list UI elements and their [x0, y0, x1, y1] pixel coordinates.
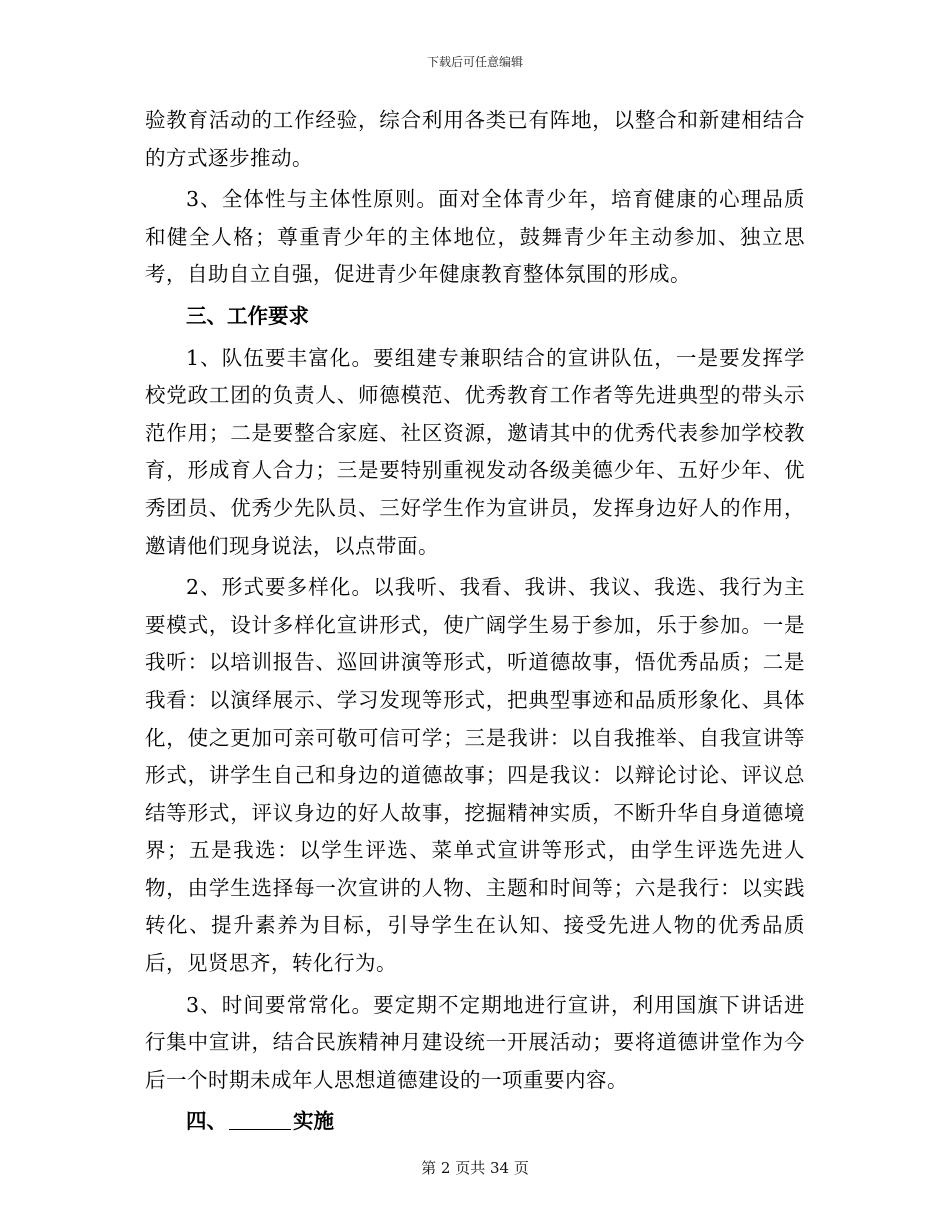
section-heading-3: 三、工作要求	[186, 303, 309, 328]
blank-underline	[229, 1129, 291, 1130]
paragraph-requirement-1: 1、队伍要丰富化。要组建专兼职结合的宣讲队伍，一是要发挥学校党政工团的负责人、师德模范、优秀教育工作者等先进典型的带头示范作用；二是要整合家庭、社区资源，邀请其中的优秀代表参加学校教育，形成育人合力；三是要特别重视发动各级美德少年、五好少年、优秀团员、优秀少先队员、三好学生作为宣讲员，发挥身边好人的作用，邀请他们现身说法，以点带面。	[145, 345, 805, 558]
heading-4-suffix: 实施	[293, 1109, 334, 1134]
page-header: 下载后可任意编辑	[426, 55, 523, 69]
paragraph-requirement-3: 3、时间要常常化。要定期不定期地进行宣讲，利用国旗下讲话进行集中宣讲，结合民族精神月建设统一开展活动；要将道德讲堂作为今后一个时期未成年人思想道德建设的一项重要内容。	[145, 992, 805, 1092]
paragraph-requirement-2: 2、形式要多样化。以我听、我看、我讲、我议、我选、我行为主要模式，设计多样化宣讲形式，使广阔学生易于参加，乐于参加。一是我听：以培训报告、巡回讲演等形式，听道德故事，悟优秀品质；二是我看：以演绎展示、学习发现等形式，把典型事迹和品质形象化、具体化，使之更加可亲可敬可信可学；三是我讲：以自我推举、自我宣讲等形式，讲学生自己和身边的道德故事；四是我议：以辩论讨论、评议总结等形式，评议身边的好人故事，挖掘精神实质，不断升华自身道德境界；五是我选：以学生评选、菜单式宣讲等形式，由学生评选先进人物，由学生选择每一次宣讲的人物、主题和时间等；六是我行：以实践转化、提升素养为目标，引导学生在认知、接受先进人物的优秀品质后，见贤思齐，转化行为。	[145, 575, 805, 976]
paragraph-principle-3: 3、全体性与主体性原则。面对全体青少年，培育健康的心理品质和健全人格；尊重青少年的主体地位，鼓舞青少年主动参加、独立思考，自助自立自强，促进青少年健康教育整体氛围的形成。	[145, 187, 805, 287]
page-footer: 第 2 页共 34 页	[421, 1159, 529, 1177]
paragraph-continuation: 验教育活动的工作经验，综合利用各类已有阵地，以整合和新建相结合的方式逐步推动。	[145, 108, 805, 170]
section-heading-4	[145, 1103, 805, 1141]
heading-4-prefix: 四、	[186, 1109, 227, 1134]
document-body	[145, 102, 805, 1141]
